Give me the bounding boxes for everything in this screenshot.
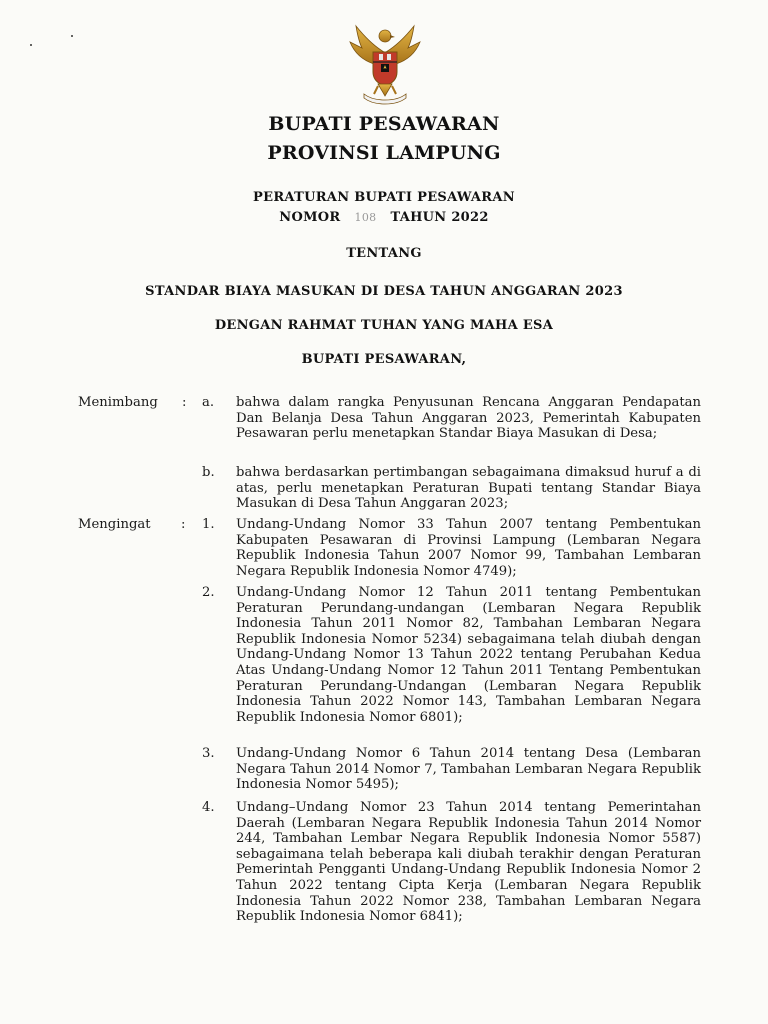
regulation-title: PERATURAN BUPATI PESAWARAN: [253, 190, 515, 205]
nomor-value: 108: [354, 211, 377, 224]
tentang-heading: TENTANG: [346, 246, 422, 261]
item-text: Undang-Undang Nomor 6 Tahun 2014 tentang Desa (Lembaran Negara Tahun 2014 Nomor 7, Tambahan Lembaran Negara Republik Indonesia Nomor 5495);: [236, 746, 701, 793]
item-text: Undang–Undang Nomor 23 Tahun 2014 tentang Pemerintahan Daerah (Lembaran Negara Republik Indonesia Tahun 2014 Nomor 244, Tambahan Lembar Negara Republik Indonesia Nomor 5587) sebagaimana telah beberapa kali diubah terakhir dengan Peraturan Pemerintah Pengganti Undang-Undang Republik Indonesia Nomor 2 Tahun 2022 tentang Cipta Kerja (Lembaran Negara Republik Indonesia Tahun 2022 Nomor 238, Tambahan Lembaran Negara Republik Indonesia Nomor 6841);: [236, 800, 701, 925]
garuda-emblem-icon: [348, 22, 422, 106]
regulation-number-row: [0, 210, 768, 226]
mengingat-section: [78, 517, 703, 947]
list-item: [236, 465, 701, 512]
tahun-label: TAHUN 2022: [390, 210, 489, 225]
nomor-label: NOMOR: [279, 210, 341, 225]
list-item: [236, 800, 701, 925]
mengingat-label: Mengingat: [78, 517, 151, 532]
item-marker: 2.: [202, 585, 215, 600]
preamble: DENGAN RAHMAT TUHAN YANG MAHA ESA: [214, 318, 554, 333]
menimbang-label: Menimbang: [78, 395, 158, 410]
authority-line: BUPATI PESAWARAN,: [301, 352, 467, 367]
item-marker: 3.: [202, 746, 215, 761]
item-text: Undang-Undang Nomor 33 Tahun 2007 tentang Pembentukan Kabupaten Pesawaran di Provinsi Lampung (Lembaran Negara Republik Indonesia Tahun 2007 Nomor 99, Tambahan Lembaran Negara Republik Indonesia Nomor 4749);: [236, 517, 701, 579]
list-item: [236, 746, 701, 793]
regulation-subject: STANDAR BIAYA MASUKAN DI DESA TAHUN ANGGARAN 2023: [145, 284, 623, 299]
menimbang-section: [78, 395, 703, 515]
list-item: [236, 585, 701, 725]
item-text: bahwa berdasarkan pertimbangan sebagaimana dimaksud huruf a di atas, perlu menetapkan Peraturan Bupati tentang Standar Biaya Masukan di Desa Tahun Anggaran 2023;: [236, 465, 701, 512]
item-marker: 1.: [202, 517, 215, 532]
scan-speck: [30, 44, 32, 46]
list-item: [236, 395, 701, 442]
header-line-1: BUPATI PESAWARAN: [268, 113, 500, 135]
item-text: Undang-Undang Nomor 12 Tahun 2011 tentang Pembentukan Peraturan Perundang-undangan (Lembaran Negara Republik Indonesia Tahun 2011 Nomor 82, Tambahan Lembaran Negara Republik Indonesia Nomor 5234) sebagaimana telah diubah dengan Undang-Undang Nomor 13 Tahun 2022 tentang Perubahan Kedua Atas Undang-Undang Nomor 12 Tahun 2011 Tentang Pembentukan Peraturan Perundang-Undangan (Lembaran Negara Republik Indonesia Tahun 2022 Nomor 143, Tambahan Lembaran Negara Republik Indonesia Nomor 6801);: [236, 585, 701, 725]
item-text: bahwa dalam rangka Penyusunan Rencana Anggaran Pendapatan Dan Belanja Desa Tahun Anggaran 2023, Pemerintah Kabupaten Pesawaran perlu menetapkan Standar Biaya Masukan di Desa;: [236, 395, 701, 442]
list-item: [236, 517, 701, 579]
colon: :: [182, 395, 187, 410]
colon: :: [181, 517, 186, 532]
item-marker: a.: [202, 395, 215, 410]
item-marker: 4.: [202, 800, 215, 815]
scan-speck: [71, 35, 73, 37]
header-line-2: PROVINSI LAMPUNG: [267, 142, 501, 164]
item-marker: b.: [202, 465, 215, 480]
